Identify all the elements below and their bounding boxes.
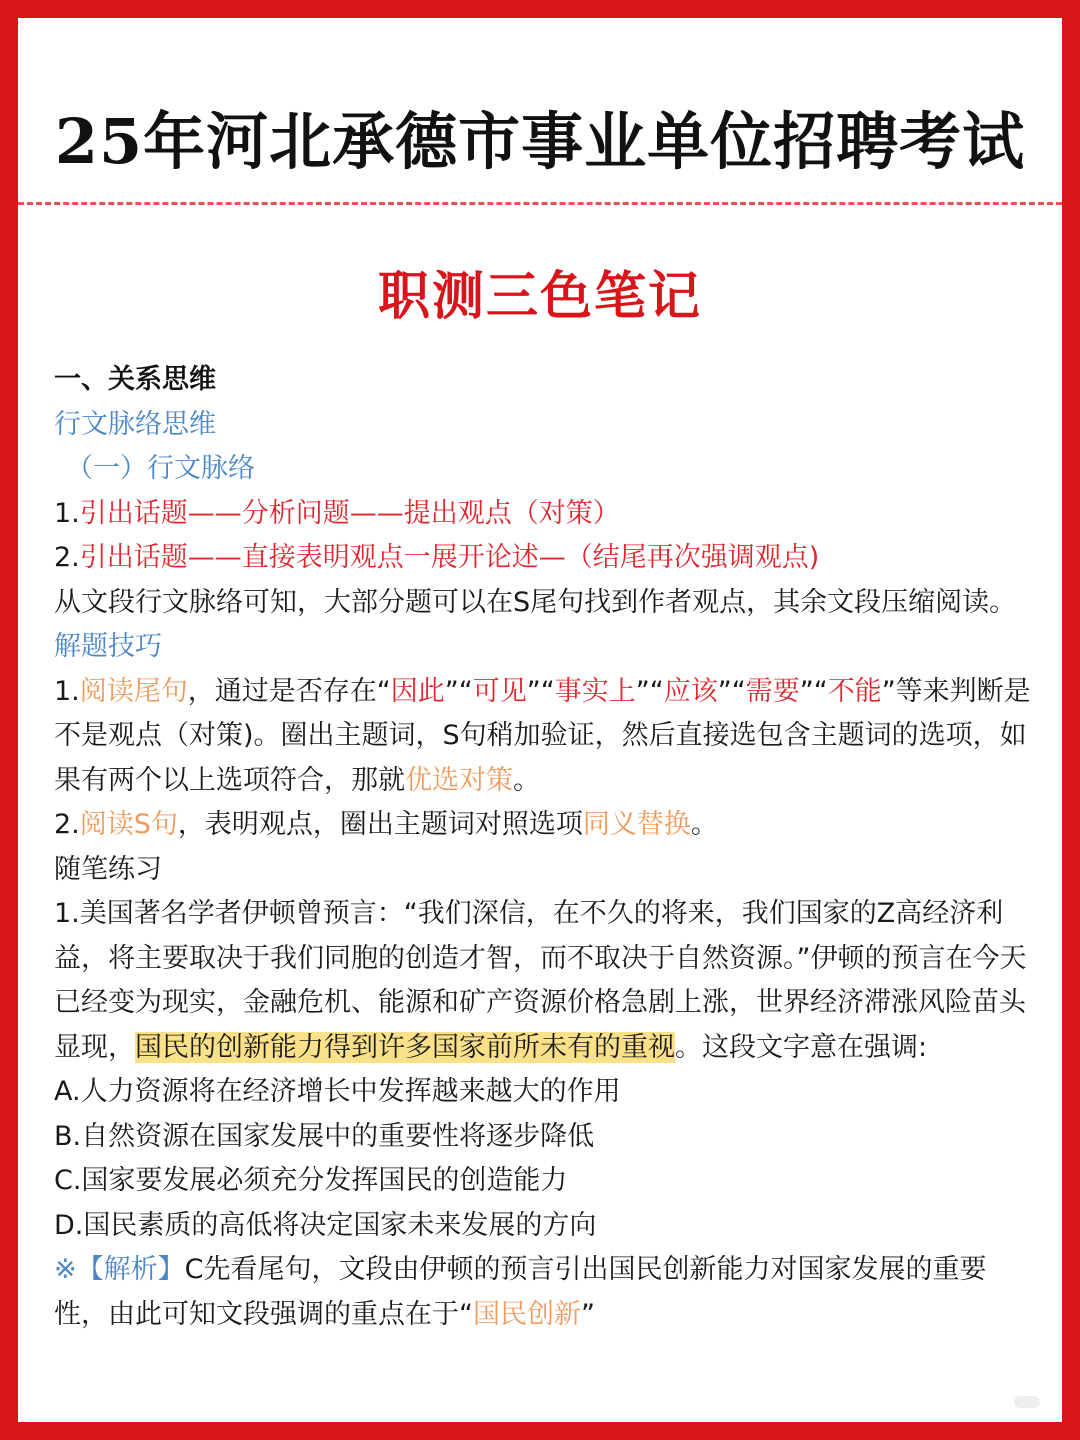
tip-label: 阅读S句: [79, 809, 178, 840]
sub-heading: （一）行文脉络: [66, 453, 255, 484]
question-text: [54, 892, 1034, 1070]
tip-text: ”“: [444, 675, 473, 707]
answer-option: D.国民素质的高低将决定国家未来发展的方向: [54, 1209, 597, 1241]
tip-text: ，通过是否存在“: [187, 675, 391, 707]
tip-text: 。: [690, 809, 718, 840]
signal-word: 不能: [827, 675, 882, 707]
answer-option: C.国家要发展必须充分发挥国民的创造能力: [54, 1165, 568, 1196]
analysis-label: ※【解析】: [54, 1254, 185, 1285]
tip-keyword: 优选对策: [405, 764, 513, 796]
analysis-keyword: 国民创新: [473, 1298, 581, 1330]
tip-text: ”“: [717, 675, 746, 707]
dashed-divider: [18, 202, 1062, 205]
highlighted-sentence: 国民的创新能力得到许多国家前所未有的重视: [135, 1031, 675, 1063]
flow-item-text: 引出话题——直接表明观点一展开论述—（结尾再次强调观点): [79, 542, 820, 573]
tip-text: 。: [513, 764, 540, 796]
answer-option: A.人力资源将在经济增长中发挥越来越大的作用: [54, 1076, 621, 1107]
analysis-end: ”: [581, 1298, 595, 1330]
signal-word: 应该: [663, 675, 718, 707]
tip-number: 1.: [54, 675, 80, 707]
flow-item-number: 1.: [54, 497, 80, 529]
analysis: [54, 1248, 1034, 1337]
question-body: 1.美国著名学者伊顿曾预言：“我们深信，在不久的将来，我们国家的Z高经济利益，将主要取决于我们同胞的创造才智，而不取决于自然资源。”伊顿的预言在今天已经变为现实，金融危机、能源和矿产资源价格急剧上涨，世界经济滞涨风险苗头显现，: [54, 898, 1027, 1063]
tip-text: ，表明观点，圈出主题词对照选项: [177, 809, 583, 840]
topic-heading: 行文脉络思维: [54, 408, 216, 440]
signal-word: 因此: [390, 675, 445, 707]
flow-summary: 从文段行文脉络可知，大部分题可以在S尾句找到作者观点，其余文段压缩阅读。: [54, 586, 1017, 618]
watermark-icon: [1014, 1396, 1040, 1408]
tip-text: ”“: [526, 675, 555, 707]
practice-heading: 随笔练习: [54, 853, 162, 885]
flow-item-text: 引出话题——分析问题——提出观点（对策）: [79, 497, 620, 529]
tip-number: 2.: [54, 809, 80, 840]
tip-text: ”“: [799, 675, 828, 707]
flow-item: [54, 536, 1034, 581]
tips-heading: 解题技巧: [54, 631, 162, 662]
signal-word: 事实上: [554, 675, 636, 707]
page-title: 25年河北承德市事业单位招聘考试: [54, 105, 1026, 178]
note-content: [54, 358, 1034, 1337]
note-card: [18, 18, 1062, 1422]
tip-text: ”“: [635, 675, 664, 707]
flow-item: [54, 492, 1034, 537]
tip-text: ”等来判断是不是观点（对策)。圈出主题词，S句稍加验证，然后直接选包含主题词的选项，如果有两个以上选项符合，那就: [54, 675, 1031, 796]
page-subtitle: 职测三色笔记: [377, 267, 702, 327]
signal-word: 可见: [472, 675, 527, 707]
analysis-text: C先看尾句，文段由伊顿的预言引出国民创新能力对国家发展的重要性，由此可知文段强调的重点在于“: [54, 1254, 987, 1330]
tip-keyword: 同义替换: [582, 809, 691, 840]
question-prompt: 。这段文字意在强调:: [675, 1031, 928, 1063]
tip-item: [54, 670, 1034, 804]
tip-label: 阅读尾句: [79, 675, 188, 707]
section-heading: 一、关系思维: [54, 364, 216, 395]
signal-word: 需要: [745, 675, 800, 707]
tip-item: [54, 803, 1034, 848]
answer-option: B.自然资源在国家发展中的重要性将逐步降低: [54, 1120, 595, 1152]
flow-item-number: 2.: [54, 542, 80, 573]
